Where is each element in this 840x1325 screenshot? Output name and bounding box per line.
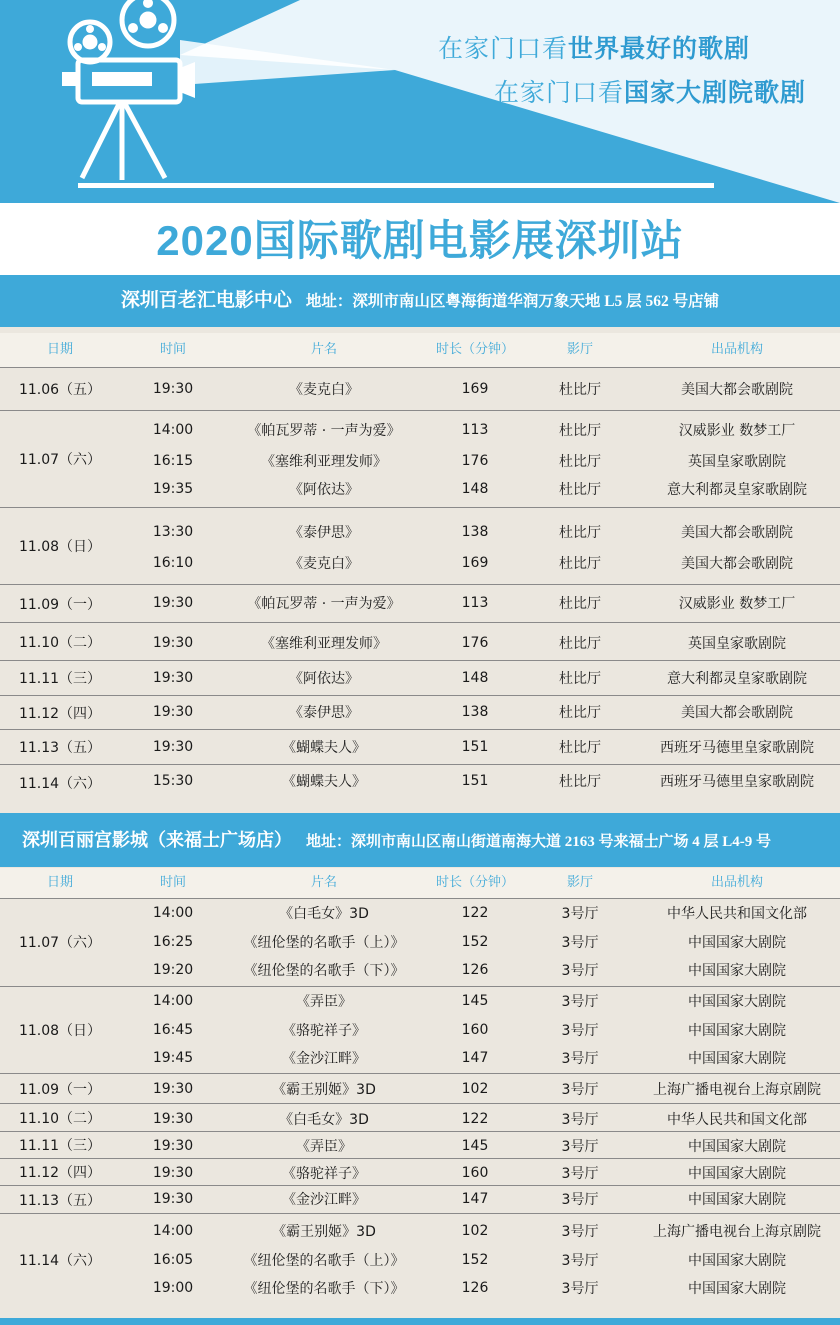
hall: 杜比厅 — [559, 525, 601, 541]
producer: 中国国家大剧院 — [688, 1023, 786, 1039]
producer: 中国国家大剧院 — [688, 1281, 786, 1297]
date-group — [0, 1159, 840, 1186]
film-title: 《纽伦堡的名歌手（下）》 — [243, 963, 405, 979]
producer: 美国大都会歌剧院 — [681, 525, 793, 541]
date-group — [0, 1074, 840, 1104]
duration: 148 — [461, 670, 489, 686]
screening-date: 11.12（四） — [18, 1165, 102, 1181]
table-header-1 — [0, 333, 840, 368]
page-title: 2020国际歌剧电影展深圳站 — [0, 203, 840, 275]
screening-date: 11.13（五） — [18, 1192, 102, 1209]
film-title: 《弄臣》 — [296, 994, 352, 1010]
header-date: 日期 — [46, 875, 74, 890]
date-group — [0, 661, 840, 696]
film-title: 《阿依达》 — [289, 482, 359, 498]
slogan-line-2: 在家门口看国家大剧院歌剧 — [493, 79, 806, 107]
hall: 3号厅 — [561, 906, 599, 922]
showtime: 19:30 — [152, 381, 194, 397]
venue-name: 深圳百丽宫影城（来福士广场店） — [22, 830, 292, 850]
producer: 中国国家大剧院 — [688, 1051, 786, 1067]
hall: 杜比厅 — [559, 423, 601, 439]
screening-date: 11.14（六） — [18, 775, 102, 792]
showtime: 16:15 — [152, 453, 194, 469]
producer: 西班牙马德里皇家歌剧院 — [660, 740, 814, 756]
duration: 152 — [461, 934, 489, 950]
film-title: 《纽伦堡的名歌手（下）》 — [243, 1281, 405, 1297]
showtime: 19:30 — [152, 1081, 194, 1097]
film-title: 《白毛女》3D — [279, 1112, 369, 1128]
showtime: 16:45 — [152, 1022, 194, 1038]
date-group — [0, 730, 840, 765]
producer: 英国皇家歌剧院 — [688, 454, 786, 470]
producer: 中国国家大剧院 — [688, 935, 786, 951]
film-title: 《塞维利亚理发师》 — [261, 454, 387, 470]
film-title: 《蝴蝶夫人》 — [282, 774, 366, 790]
date-group — [0, 623, 840, 661]
date-group — [0, 987, 840, 1074]
screening-date: 11.11（三） — [18, 1138, 102, 1154]
duration: 126 — [461, 1280, 489, 1296]
date-group — [0, 367, 840, 411]
hall: 3号厅 — [561, 1192, 599, 1208]
duration: 102 — [461, 1081, 489, 1097]
producer: 美国大都会歌剧院 — [681, 556, 793, 572]
hall: 杜比厅 — [559, 596, 601, 612]
header-banner — [0, 0, 840, 203]
header-time: 时间 — [159, 342, 187, 357]
producer: 美国大都会歌剧院 — [681, 382, 793, 398]
hall: 3号厅 — [561, 1051, 599, 1067]
producer: 中国国家大剧院 — [688, 994, 786, 1010]
producer: 中华人民共和国文化部 — [667, 906, 807, 922]
duration: 122 — [461, 1111, 489, 1127]
duration: 152 — [461, 1252, 489, 1268]
showtime: 14:00 — [152, 422, 194, 438]
producer: 西班牙马德里皇家歌剧院 — [660, 774, 814, 790]
screening-date: 11.08（日） — [18, 539, 102, 555]
showtime: 19:00 — [152, 1280, 194, 1296]
hall: 杜比厅 — [559, 636, 601, 652]
hall: 3号厅 — [561, 1139, 599, 1155]
producer: 英国皇家歌剧院 — [688, 636, 786, 652]
showtime: 19:30 — [152, 704, 194, 720]
screening-date: 11.10（二） — [18, 1110, 102, 1127]
hall: 3号厅 — [561, 1112, 599, 1128]
showtime: 19:20 — [152, 962, 194, 978]
date-group — [0, 898, 840, 987]
header-org: 出品机构 — [710, 875, 764, 890]
duration: 148 — [461, 481, 489, 497]
table-header-2 — [0, 868, 840, 899]
venue-header-2 — [0, 813, 840, 867]
producer: 中华人民共和国文化部 — [667, 1112, 807, 1128]
date-group — [0, 411, 840, 508]
bottom-divider — [0, 1318, 840, 1325]
venue-name: 深圳百老汇电影中心 — [120, 290, 292, 311]
duration: 160 — [461, 1022, 489, 1038]
showtime: 15:30 — [152, 773, 194, 789]
hall: 3号厅 — [561, 935, 599, 951]
screening-date: 11.08（日） — [18, 1023, 102, 1039]
hall: 杜比厅 — [559, 774, 601, 790]
date-group — [0, 508, 840, 585]
duration: 102 — [461, 1223, 489, 1239]
duration: 169 — [461, 555, 489, 571]
film-title: 《麦克白》 — [289, 556, 359, 572]
film-title: 《金沙江畔》 — [282, 1051, 366, 1067]
duration: 126 — [461, 962, 489, 978]
header-duration: 时长（分钟） — [435, 875, 515, 890]
producer: 中国国家大剧院 — [688, 1166, 786, 1182]
film-title: 《蝴蝶夫人》 — [282, 740, 366, 756]
film-title: 《骆驼祥子》 — [282, 1166, 366, 1182]
film-title: 《纽伦堡的名歌手（上）》 — [243, 1253, 405, 1269]
film-title: 《白毛女》3D — [279, 906, 369, 922]
producer: 中国国家大剧院 — [688, 1139, 786, 1155]
date-group — [0, 585, 840, 623]
screening-date: 11.07（六） — [18, 935, 102, 951]
date-group — [0, 1186, 840, 1214]
producer: 意大利都灵皇家歌剧院 — [667, 482, 807, 498]
screening-date: 11.13（五） — [18, 740, 102, 756]
showtime: 14:00 — [152, 905, 194, 921]
hall: 3号厅 — [561, 963, 599, 979]
film-title: 《帕瓦罗蒂 · 一声为爱》 — [247, 423, 401, 439]
header-date: 日期 — [46, 342, 74, 357]
producer: 意大利都灵皇家歌剧院 — [667, 671, 807, 687]
screening-date: 11.14（六） — [18, 1252, 102, 1269]
producer: 上海广播电视台上海京剧院 — [653, 1224, 821, 1240]
hall: 杜比厅 — [559, 454, 601, 470]
duration: 176 — [461, 635, 489, 651]
duration: 160 — [461, 1165, 489, 1181]
hall: 3号厅 — [561, 1281, 599, 1297]
screening-date: 11.09（一） — [18, 596, 102, 613]
duration: 138 — [461, 704, 489, 720]
showtime: 19:45 — [152, 1050, 194, 1066]
producer: 汉威影业 数梦工厂 — [678, 596, 796, 612]
producer: 中国国家大剧院 — [688, 1192, 786, 1208]
hall: 杜比厅 — [559, 740, 601, 756]
screening-date: 11.09（一） — [18, 1081, 102, 1098]
date-group — [0, 765, 840, 800]
header-duration: 时长（分钟） — [435, 342, 515, 357]
hall: 3号厅 — [561, 1166, 599, 1182]
venue-address: 地址：深圳市南山区南山街道南海大道 2163 号来福士广场 4 层 L4-9 号 — [306, 834, 772, 850]
film-title: 《霸王别姬》3D — [272, 1082, 376, 1098]
producer: 中国国家大剧院 — [688, 963, 786, 979]
slogan-line-1: 在家门口看世界最好的歌剧 — [437, 35, 750, 63]
showtime: 13:30 — [152, 524, 194, 540]
date-group — [0, 1132, 840, 1159]
date-group — [0, 1104, 840, 1132]
duration: 151 — [461, 739, 489, 755]
duration: 113 — [461, 595, 489, 611]
producer: 上海广播电视台上海京剧院 — [653, 1082, 821, 1098]
hall: 杜比厅 — [559, 482, 601, 498]
showtime: 16:25 — [152, 934, 194, 950]
hall: 3号厅 — [561, 1253, 599, 1269]
hall: 3号厅 — [561, 1082, 599, 1098]
duration: 147 — [461, 1050, 489, 1066]
duration: 147 — [461, 1191, 489, 1207]
film-title: 《弄臣》 — [296, 1139, 352, 1155]
showtime: 19:30 — [152, 595, 194, 611]
duration: 151 — [461, 773, 489, 789]
date-group — [0, 696, 840, 730]
hall: 杜比厅 — [559, 556, 601, 572]
hall: 3号厅 — [561, 1023, 599, 1039]
header-title: 片名 — [310, 342, 338, 357]
header-hall: 影厅 — [566, 342, 594, 357]
screening-date: 11.10（二） — [18, 634, 102, 651]
screening-date: 11.06（五） — [18, 381, 102, 398]
duration: 122 — [461, 905, 489, 921]
date-group — [0, 1214, 840, 1305]
duration: 145 — [461, 993, 489, 1009]
producer: 汉威影业 数梦工厂 — [678, 423, 796, 439]
film-title: 《阿依达》 — [289, 671, 359, 687]
showtime: 19:30 — [152, 739, 194, 755]
showtime: 16:10 — [152, 555, 194, 571]
venue-address: 地址：深圳市南山区粤海街道华润万象天地 L5 层 562 号店铺 — [305, 293, 720, 310]
film-title: 《泰伊思》 — [289, 525, 359, 541]
film-title: 《金沙江畔》 — [282, 1192, 366, 1208]
showtime: 14:00 — [152, 1223, 194, 1239]
showtime: 19:30 — [152, 1165, 194, 1181]
duration: 169 — [461, 381, 489, 397]
header-hall: 影厅 — [566, 875, 594, 890]
film-title: 《纽伦堡的名歌手（上）》 — [243, 935, 405, 951]
duration: 113 — [461, 422, 489, 438]
film-title: 《塞维利亚理发师》 — [261, 636, 387, 652]
screening-date: 11.11（三） — [18, 671, 102, 687]
duration: 145 — [461, 1138, 489, 1154]
film-title: 《帕瓦罗蒂 · 一声为爱》 — [247, 596, 401, 612]
producer: 美国大都会歌剧院 — [681, 705, 793, 721]
showtime: 19:35 — [152, 481, 194, 497]
hall: 3号厅 — [561, 1224, 599, 1240]
showtime: 16:05 — [152, 1252, 194, 1268]
film-title: 《麦克白》 — [289, 382, 359, 398]
hall: 杜比厅 — [559, 705, 601, 721]
screening-date: 11.07（六） — [18, 452, 102, 468]
showtime: 19:30 — [152, 1138, 194, 1154]
header-org: 出品机构 — [710, 342, 764, 357]
showtime: 19:30 — [152, 1111, 194, 1127]
film-title: 《骆驼祥子》 — [282, 1023, 366, 1039]
showtime: 14:00 — [152, 993, 194, 1009]
showtime: 19:30 — [152, 670, 194, 686]
showtime: 19:30 — [152, 1191, 194, 1207]
header-time: 时间 — [159, 875, 187, 890]
hall: 3号厅 — [561, 994, 599, 1010]
duration: 176 — [461, 453, 489, 469]
screening-date: 11.12（四） — [18, 705, 102, 722]
venue-header-1 — [0, 275, 840, 327]
hall: 杜比厅 — [559, 382, 601, 398]
hall: 杜比厅 — [559, 671, 601, 687]
showtime: 19:30 — [152, 635, 194, 651]
producer: 中国国家大剧院 — [688, 1253, 786, 1269]
film-title: 《霸王别姬》3D — [272, 1224, 376, 1240]
film-title: 《泰伊思》 — [289, 705, 359, 721]
duration: 138 — [461, 524, 489, 540]
header-title: 片名 — [310, 875, 338, 890]
